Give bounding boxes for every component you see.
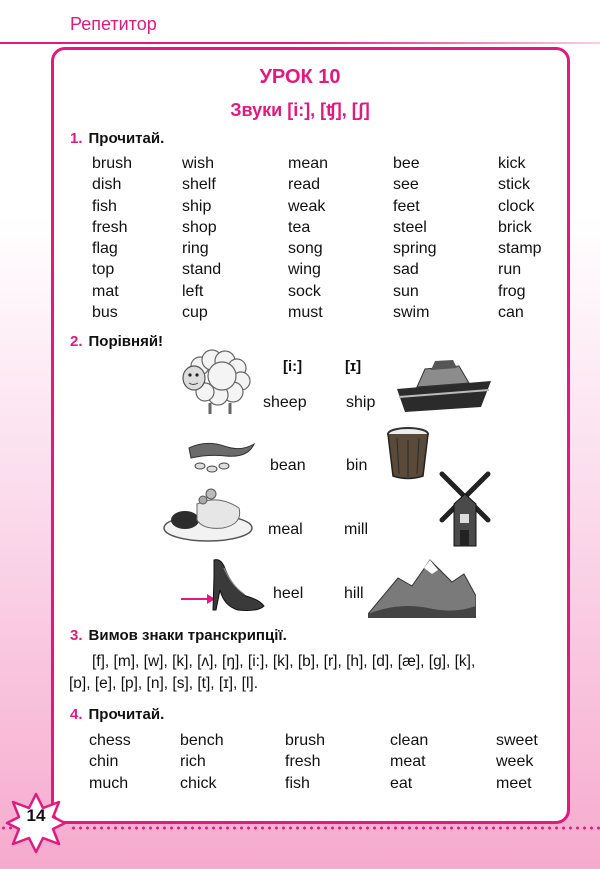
compare-word-long: heel — [273, 585, 304, 602]
section-4-column-3 — [285, 730, 325, 794]
word: fish — [92, 197, 117, 215]
word: weak — [288, 197, 326, 215]
word: bench — [180, 732, 224, 749]
word: clean — [390, 732, 429, 749]
word: kick — [498, 155, 526, 172]
word: top — [92, 261, 115, 279]
word: shop — [182, 218, 217, 236]
word: bee — [393, 155, 420, 172]
word: stick — [498, 176, 530, 194]
section-3-title: Вимов знаки транскрипції. — [88, 627, 287, 644]
word: eat — [390, 774, 413, 792]
word: flag — [92, 240, 118, 258]
word: mean — [288, 155, 329, 172]
word: shelf — [182, 176, 216, 194]
word: week — [496, 753, 534, 771]
section-1-heading — [70, 130, 164, 147]
section-3-heading — [70, 627, 287, 644]
bean-icon — [186, 436, 256, 476]
section-1-column-4 — [393, 153, 437, 323]
word: spring — [393, 240, 437, 258]
word: stand — [182, 261, 222, 279]
section-4-heading — [70, 706, 164, 723]
word: chick — [180, 774, 217, 792]
word: dish — [92, 176, 122, 194]
section-4-column-2 — [180, 730, 224, 794]
hill-icon — [368, 556, 476, 618]
section-4-column-5 — [496, 730, 538, 794]
word: left — [182, 282, 204, 300]
word: sun — [393, 282, 419, 300]
word: frog — [498, 282, 526, 300]
lesson-title: УРОК 10 — [259, 66, 341, 88]
word: swim — [393, 304, 430, 322]
word: fish — [285, 774, 310, 792]
word: brush — [285, 732, 326, 749]
header-title: Репетитор — [70, 14, 157, 34]
word: steel — [393, 218, 427, 236]
word: feet — [393, 197, 420, 215]
word: much — [89, 774, 129, 792]
page-number: 14 — [26, 806, 46, 825]
compare-word-short: mill — [344, 521, 368, 538]
shoe-icon — [208, 556, 266, 614]
compare-word-short: ship — [346, 394, 376, 411]
word: mat — [92, 282, 119, 300]
section-1-number: 1. — [70, 130, 83, 147]
section-3-number: 3. — [70, 627, 83, 644]
meal-icon — [163, 484, 253, 544]
section-1-column-1 — [92, 153, 132, 323]
word: must — [288, 304, 323, 322]
transcription-line-1: [f], [m], [w], [k], [ʌ], [ŋ], [i:], [k], [b], [r], [h], [d], [æ], [g], [k], — [92, 653, 476, 670]
section-4-title: Прочитай. — [88, 706, 165, 723]
word: brush — [92, 155, 133, 172]
sheep-icon — [178, 348, 253, 418]
word: sock — [288, 282, 321, 300]
compare-word-short: bin — [346, 457, 368, 474]
word: tea — [288, 218, 311, 236]
word: read — [288, 176, 321, 194]
word: stamp — [498, 240, 542, 258]
footer-dots — [70, 826, 600, 830]
section-1-column-2 — [182, 153, 221, 323]
section-2-title: Порівняй! — [88, 333, 164, 350]
compare-word-long: bean — [270, 457, 306, 474]
bin-icon — [383, 426, 433, 481]
word: bus — [92, 304, 118, 322]
windmill-icon — [432, 470, 498, 548]
ship-icon — [395, 357, 495, 417]
word: ring — [182, 240, 209, 258]
compare-word-short: hill — [344, 585, 364, 602]
section-2-heading — [70, 333, 163, 350]
word: fresh — [285, 753, 321, 771]
word: song — [288, 240, 323, 258]
word: sad — [393, 261, 419, 279]
section-4-column-4 — [390, 730, 428, 794]
header-divider — [0, 42, 600, 44]
transcription-list — [69, 651, 562, 695]
word: chess — [89, 732, 131, 749]
lesson-subtitle: Звуки [i:], [ʧ], [ʃ] — [230, 100, 370, 120]
word: clock — [498, 197, 535, 215]
section-1-column-5 — [498, 153, 542, 323]
word: wish — [182, 155, 215, 172]
word: cup — [182, 304, 208, 322]
compare-word-long: sheep — [263, 394, 307, 411]
word: wing — [288, 261, 321, 279]
section-2-number: 2. — [70, 333, 83, 350]
word: chin — [89, 753, 119, 771]
transcription-line-2: [ɒ], [e], [p], [n], [s], [t], [ɪ], [l]. — [69, 675, 258, 692]
compare-word-long: meal — [268, 521, 303, 538]
section-4-number: 4. — [70, 706, 83, 723]
long-i-header: [i:] — [283, 358, 303, 375]
short-i-header: [ɪ] — [345, 358, 362, 375]
section-1-title: Прочитай. — [88, 130, 165, 147]
word: brick — [498, 218, 532, 236]
word: ship — [182, 197, 212, 215]
word: can — [498, 304, 524, 322]
word: run — [498, 261, 522, 279]
word: see — [393, 176, 419, 194]
word: rich — [180, 753, 206, 771]
pointer-arrow — [181, 598, 209, 600]
word: fresh — [92, 218, 128, 236]
word: meet — [496, 774, 532, 792]
word: sweet — [496, 732, 538, 749]
section-1-column-3 — [288, 153, 328, 323]
word: meat — [390, 753, 426, 771]
section-4-column-1 — [89, 730, 131, 794]
